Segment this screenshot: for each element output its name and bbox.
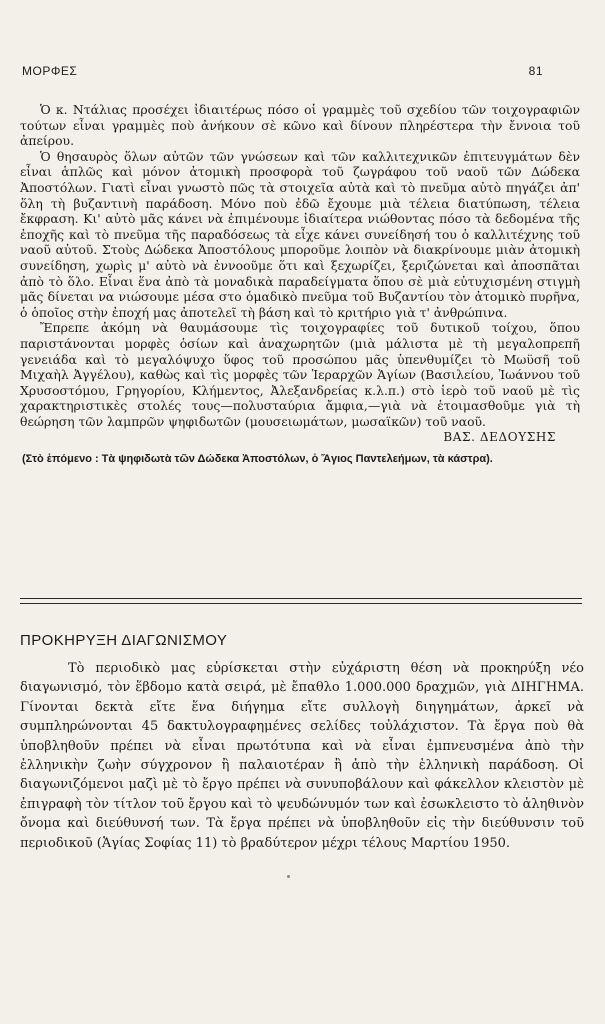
competition-heading: ΠΡΟΚΗΡΥΞΗ ΔΙΑΓΩΝΙΣΜΟΥ [20, 632, 228, 649]
journal-title: ΜΟΡΦΕΣ [22, 64, 78, 78]
author-signature: ΒΑΣ. ΔΕΔΟΥΣΗΣ [443, 430, 556, 445]
essay-paragraph: Ὁ κ. Ντάλιας προσέχει ἰδιαιτέρως πόσο οἱ γραμμὲς τοῦ σχεδίου τῶν τοιχογραφιῶν τούτων εἶναι γραμμὲς ποὺ ἀνήκουν σὲ κῶνο καὶ δίνουν πληρέστερα τὴν ἔννοια τοῦ ἀπείρου. [20, 102, 580, 149]
competition-announcement [20, 632, 584, 853]
running-head [22, 64, 543, 80]
essay-paragraph: Ἔπρεπε ἀκόμη νὰ θαυμάσουμε τὶς τοιχογραφίες τοῦ δυτικοῦ τοίχου, ὅπου παριστάνονται μορφὲς ὁσίων καὶ ἀναχωρητῶν (μιὰ μάλιστα μὲ τὴ μεγαλοπρεπῆ γενειάδα καὶ τὸ μεγαλόψυχο ὕφος τοῦ προσώπου μᾶς ὑπενθυμίζει τὸ Μωϋσῆ τοῦ Μιχαὴλ Ἀγγέλου), καθὼς καὶ τὶς μορφὲς τῶν Ἱεραρχῶν Ἁγίων (Βασιλείου, Ἰωάννου τοῦ Χρυσοστόμου, Γρηγορίου, Κλήμεντος, Ἀλεξανδρείας κ.λ.π.) στὸ ἱερὸ τοῦ ναοῦ μὲ τὶς χαρακτηριστικὲς στολές τους—πολυσταύρια ἄμφια,—γιὰ νὰ ἑτοιμασθοῦμε γιὰ τὴ θεώρηση τῶν λαμπρῶν ψηφιδωτῶν (μουσειωμάτων, μωσαϊκῶν) τοῦ ναοῦ. [20, 320, 580, 429]
page-number: 81 [528, 64, 543, 78]
essay-text [20, 102, 580, 467]
section-divider-top [20, 598, 582, 599]
essay-paragraph: Ὁ θησαυρὸς ὅλων αὐτῶν τῶν γνώσεων καὶ τῶν καλλιτεχνικῶν ἐπιτευγμάτων δὲν εἶναι ἁπλῶς καὶ μόνον ἀτομικὴ προσφορὰ τοῦ ζωγράφου τοῦ ναοῦ τῶν Δώδεκα Ἀποστόλων. Γιατὶ εἶναι γνωστὸ πῶς τὰ στοιχεῖα αὐτὰ καὶ τὸ πνεῦμα αὐτὸ πηγάζει ἀπ' ὅλη τὴ βυζαντινὴ παράδοση. Μόνο ποὺ ἐδῶ ἔχουμε μιὰ τέλεια διατύπωση, τέλεια ἔκφραση. Κι' αὐτὸ μᾶς κάνει νὰ ἐπιμένουμε ἰδιαίτερα νιώθοντας πόσο τὰ δεδομένα τῆς ἐποχῆς καὶ τὸ πνεῦμα τῆς παραδόσεως τὰ εἶχε κάνει συνείδησή του ὁ καλλιτέχνης τοῦ ναοῦ αὐτοῦ. Στοὺς Δώδεκα Ἀποστόλους μποροῦμε λοιπὸν νὰ διακρίνουμε μιὰν ἀτομικὴ συνείδηση, χωρὶς μ' αὐτὸ νὰ ἐννοοῦμε ὅτι καὶ ξεχωρίζει, ξεριζώνεται καὶ ἀποσπᾶται ἀπὸ τὸ ὅλο. Εἶναι ἕνα ἀπὸ τὰ μοναδικὰ παραδείγματα ὅπου σὲ μιὰ εὐτυχισμένη στιγμὴ μᾶς δίνεται να νιώσουμε μέσα στο ὁμαδικὸ πνεῦμα τοῦ Βυζαντίου τὸν ἀτομικὸ πυρῆνα, ὁ ὁποῖος στὴν ἐποχή μας ἀποτελεῖ τὴ βάση καὶ τὸ κριτήριο γιὰ τ' ἀνθρώπινα. [20, 148, 580, 320]
competition-paragraph: Τὸ περιοδικὸ μας εὑρίσκεται στὴν εὐχάριστη θέση νὰ προκηρύξη νέο διαγωνισμό, τὸν ἕβδομο κατὰ σειρά, μὲ ἔπαθλο 1.000.000 δραχμῶν, γιὰ ΔΙΗΓΗΜΑ. Γίνονται δεκτὰ εἴτε ἕνα διήγημα εἴτε συλλογὴ διηγημάτων, ἀρκεῖ νὰ συμπληρώνονται 45 δακτυλογραφημένες σελίδες τοὐλάχιστον. Τὰ ἔργα ποὺ θὰ ὑποβληθοῦν πρέπει νὰ εἶναι πρωτότυπα καὶ νὰ εἶναι ἐμπνευσμένα ἀπὸ τὴν ἑλληνικὴν ζωὴν σύγχρονον ἢ παλαιοτέραν ἢ ἀπὸ τὴν ἑλληνικὴ παράδοση. Οἱ διαγωνιζόμενοι μαζὶ μὲ τὸ ἔργο πρέπει νὰ συνυποβάλουν καὶ φάκελλον κλειστὸν μὲ ἐπιγραφὴ τὸν τίτλον τοῦ ἔργου καὶ τὸ ψευδώνυμόν των καὶ ἐσωκλειστο τὸ ἀληθινὸν ὄνομα καὶ διεύθυνσή των. Τὰ ἔργα πρέπει νὰ ὑποβληθοῦν εἰς τὴν διεύθυνσιν τοῦ περιοδικοῦ (Ἁγίας Σοφίας 11) τὸ βραδύτερον μέχρι τέλους Μαρτίου 1950. [20, 661, 584, 851]
next-issue-note: (Στὸ ἑπόμενο : Τὰ ψηφιδωτὰ τῶν Δώδεκα Ἀποστόλων, ὁ Ἅγιος Παντελεήμων, τὰ κάστρα). [22, 453, 493, 466]
print-speck [287, 875, 290, 878]
section-divider-bottom [20, 603, 582, 604]
